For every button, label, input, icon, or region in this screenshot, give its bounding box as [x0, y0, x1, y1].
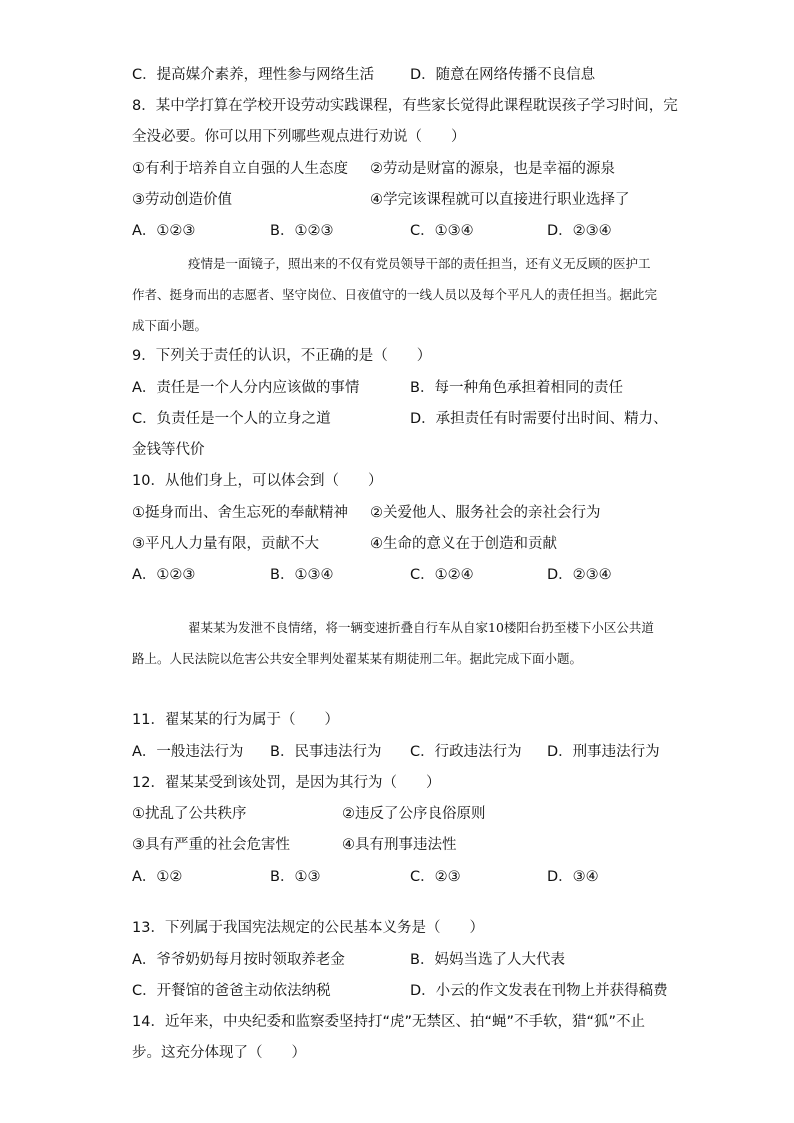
q10-option-a: A．①②③ [132, 567, 196, 583]
q13-option-c: C．开餐馆的爸爸主动依法纳税 [132, 983, 331, 999]
q10-stem: 10．从他们身上，可以体会到（ ） [132, 473, 383, 489]
q14-stem-line2: 步。这充分体现了（ ） [132, 1045, 306, 1061]
q8-statement-1: ①有利于培养自立自强的人生态度 [132, 161, 348, 177]
q11-stem: 11．翟某某的行为属于（ ） [132, 712, 339, 728]
q8-statement-2: ②劳动是财富的源泉，也是幸福的源泉 [370, 161, 615, 177]
q12-option-b: B．①③ [270, 869, 321, 885]
q9-option-a: A．责任是一个人分内应该做的事情 [132, 380, 360, 396]
q11-option-d: D．刑事违法行为 [547, 744, 660, 760]
q12-option-d: D．③④ [547, 869, 599, 885]
q8-option-a: A．①②③ [132, 223, 196, 239]
q13-option-b: B．妈妈当选了人大代表 [410, 952, 565, 968]
q8-statement-3: ③劳动创造价值 [132, 192, 232, 208]
material-bicycle [132, 612, 662, 674]
material-epidemic [132, 248, 662, 341]
q12-statement-4: ④具有刑事违法性 [342, 837, 457, 853]
q13-option-d: D．小云的作文发表在刊物上并获得稿费 [410, 983, 668, 999]
q12-option-c: C．②③ [410, 869, 461, 885]
q10-option-b: B．①③④ [270, 567, 334, 583]
q10-option-c: C．①②④ [410, 567, 474, 583]
q8-stem-line2: 全没必要。你可以用下列哪些观点进行劝说（ ） [132, 129, 466, 145]
q9-option-d: D．承担责任有时需要付出时间、精力、 [410, 411, 668, 427]
material-epidemic-text: 疫情是一面镜子，照出来的不仅有党员领导干部的责任担当，还有义无反顾的医护工作者、挺身而出的志愿者、坚守岗位、日夜值守的一线人员以及每个平凡人的责任担当。据此完成下面小题。 [132, 256, 658, 333]
q12-statement-2: ②违反了公序良俗原则 [342, 806, 486, 822]
q10-statement-1: ①挺身而出、舍生忘死的奉献精神 [132, 505, 348, 521]
q7-option-c: C．提高媒介素养，理性参与网络生活 [132, 67, 375, 83]
q11-option-c: C．行政违法行为 [410, 744, 522, 760]
q8-stem-line1: 8．某中学打算在学校开设劳动实践课程，有些家长觉得此课程耽误孩子学习时间，完 [132, 98, 678, 114]
q11-option-b: B．民事违法行为 [270, 744, 382, 760]
q9-option-d-cont: 金钱等代价 [132, 442, 205, 458]
q9-option-c: C．负责任是一个人的立身之道 [132, 411, 331, 427]
q8-option-c: C．①③④ [410, 223, 474, 239]
q13-option-a: A．爷爷奶奶每月按时领取养老金 [132, 952, 345, 968]
q10-option-d: D．②③④ [547, 567, 612, 583]
q12-statement-3: ③具有严重的社会危害性 [132, 837, 290, 853]
q10-statement-3: ③平凡人力量有限，贡献不大 [132, 536, 319, 552]
q12-statement-1: ①扰乱了公共秩序 [132, 806, 247, 822]
q9-stem: 9．下列关于责任的认识，不正确的是（ ） [132, 348, 432, 364]
q13-stem: 13．下列属于我国宪法规定的公民基本义务是（ ） [132, 920, 484, 936]
q8-option-b: B．①②③ [270, 223, 334, 239]
q8-statement-4: ④学完该课程就可以直接进行职业选择了 [370, 192, 630, 208]
q8-option-d: D．②③④ [547, 223, 612, 239]
q12-option-a: A．①② [132, 869, 183, 885]
q12-stem: 12．翟某某受到该处罚，是因为其行为（ ） [132, 775, 441, 791]
q11-option-a: A．一般违法行为 [132, 744, 244, 760]
q14-stem-line1: 14．近年来，中央纪委和监察委坚持打“虎”无禁区、拍“蝇”不手软，猎“狐”不止 [132, 1014, 646, 1030]
material-bicycle-text: 翟某某为发泄不良情绪，将一辆变速折叠自行车从自家10楼阳台扔至楼下小区公共道路上。人民法院以危害公共安全罪判处翟某某有期徒刑二年。据此完成下面小题。 [132, 620, 654, 666]
q10-statement-4: ④生命的意义在于创造和贡献 [370, 536, 557, 552]
q7-option-d: D．随意在网络传播不良信息 [410, 67, 596, 83]
q9-option-b: B．每一种角色承担着相同的责任 [410, 380, 623, 396]
q10-statement-2: ②关爱他人、服务社会的亲社会行为 [370, 505, 601, 521]
